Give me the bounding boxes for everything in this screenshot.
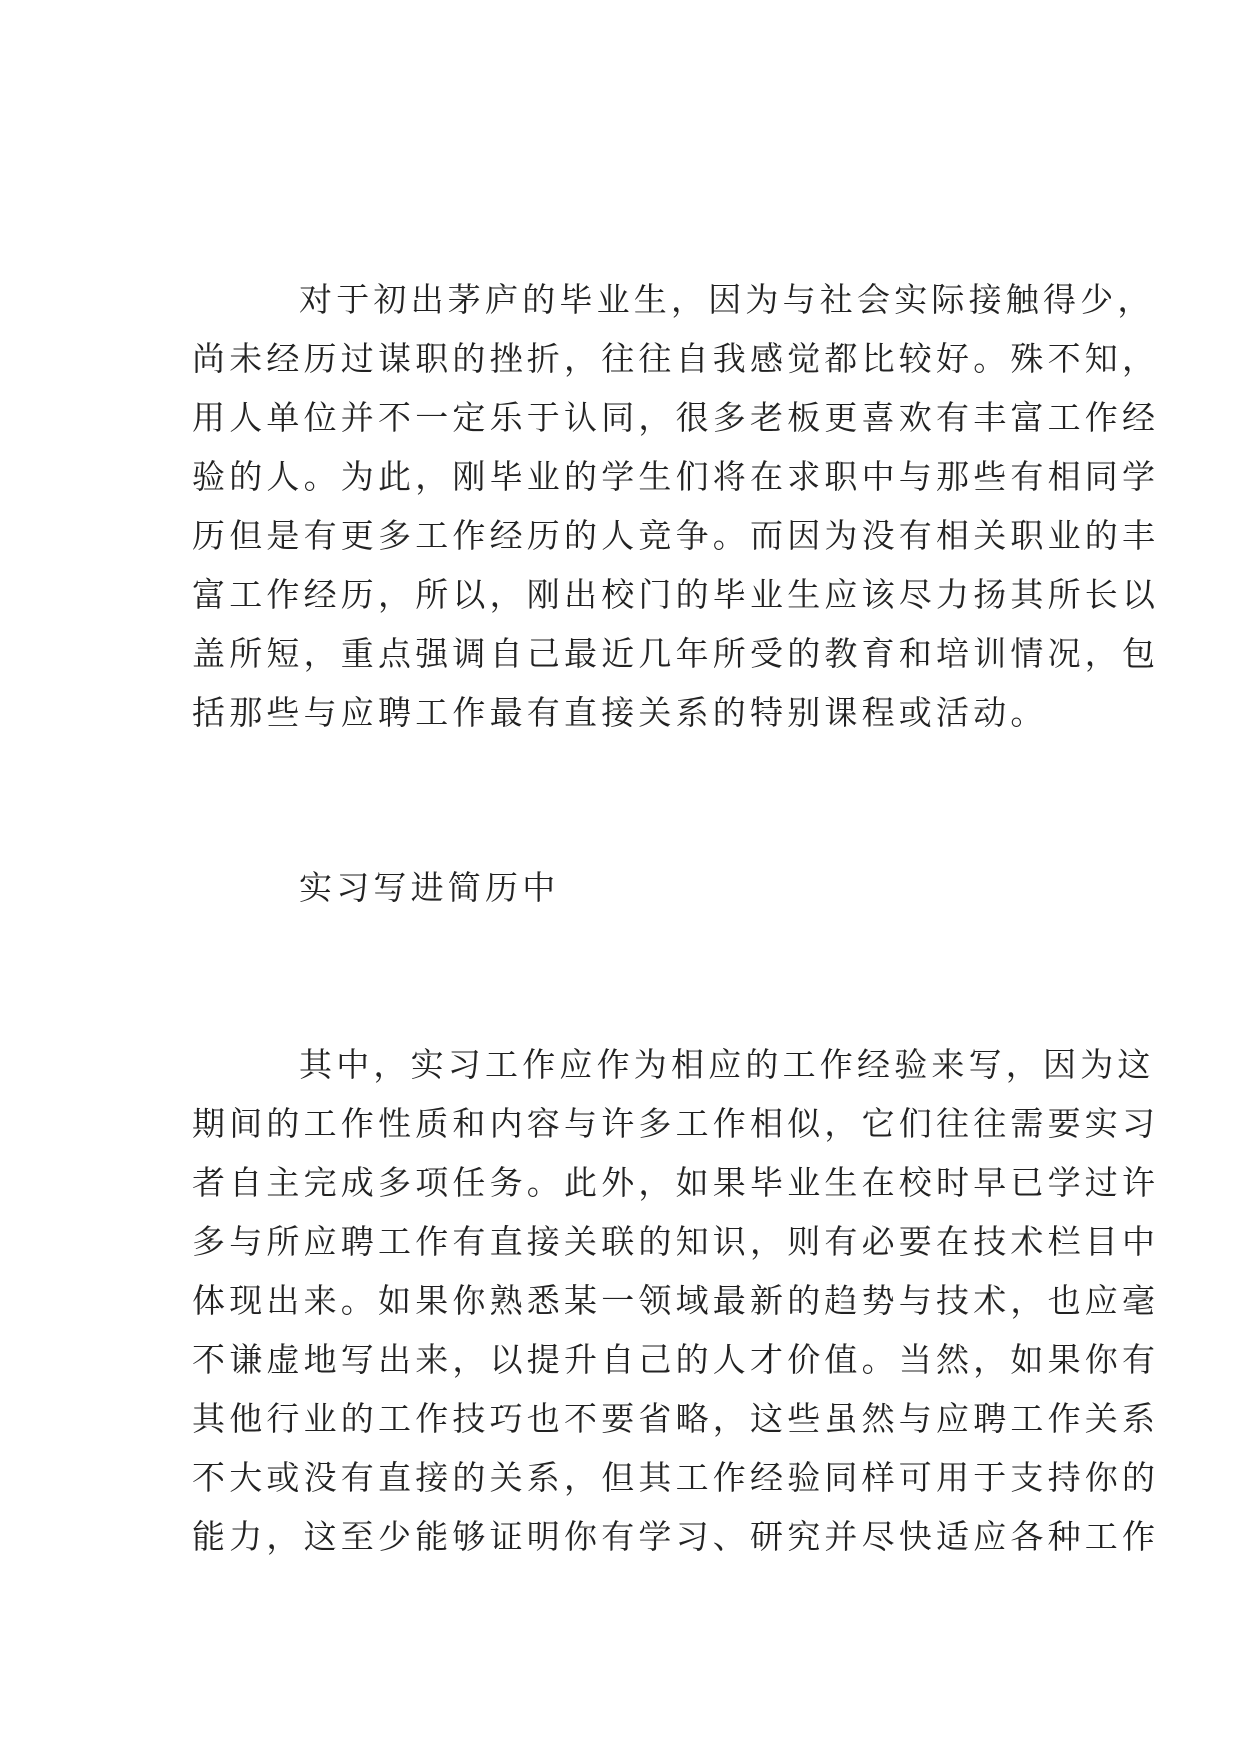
paragraph-1-line-1: 对于初出茅庐的毕业生，因为与社会实际接触得少， (299, 280, 1155, 319)
paragraph-1-line-4: 验的人。为此，刚毕业的学生们将在求职中与那些有相同学 (192, 457, 1160, 496)
paragraph-1-line-2: 尚未经历过谋职的挫折，往往自我感觉都比较好。殊不知， (192, 339, 1160, 378)
paragraph-2-line-2: 期间的工作性质和内容与许多工作相似，它们往往需要实习 (192, 1104, 1160, 1143)
paragraph-1-line-6: 富工作经历，所以，刚出校门的毕业生应该尽力扬其所长以 (192, 575, 1160, 614)
paragraph-2-line-7: 其他行业的工作技巧也不要省略，这些虽然与应聘工作关系 (192, 1399, 1160, 1438)
paragraph-2-line-5: 体现出来。如果你熟悉某一领域最新的趋势与技术，也应毫 (192, 1281, 1160, 1320)
paragraph-2-line-1: 其中，实习工作应作为相应的工作经验来写，因为这 (299, 1045, 1155, 1084)
paragraph-1-line-3: 用人单位并不一定乐于认同，很多老板更喜欢有丰富工作经 (192, 398, 1160, 437)
paragraph-2-line-6: 不谦虚地写出来，以提升自己的人才价值。当然，如果你有 (192, 1340, 1160, 1379)
paragraph-2-line-3: 者自主完成多项任务。此外，如果毕业生在校时早已学过许 (192, 1163, 1160, 1202)
paragraph-1-line-5: 历但是有更多工作经历的人竞争。而因为没有相关职业的丰 (192, 516, 1160, 555)
paragraph-1-line-8: 括那些与应聘工作最有直接关系的特别课程或活动。 (192, 693, 1048, 732)
paragraph-2-line-4: 多与所应聘工作有直接关联的知识，则有必要在技术栏目中 (192, 1222, 1160, 1261)
paragraph-1-line-7: 盖所短，重点强调自己最近几年所受的教育和培训情况，包 (192, 634, 1160, 673)
paragraph-2-line-8: 不大或没有直接的关系，但其工作经验同样可用于支持你的 (192, 1458, 1160, 1497)
section-heading: 实习写进简历中 (299, 868, 560, 907)
paragraph-2-line-9: 能力，这至少能够证明你有学习、研究并尽快适应各种工作 (192, 1517, 1160, 1556)
